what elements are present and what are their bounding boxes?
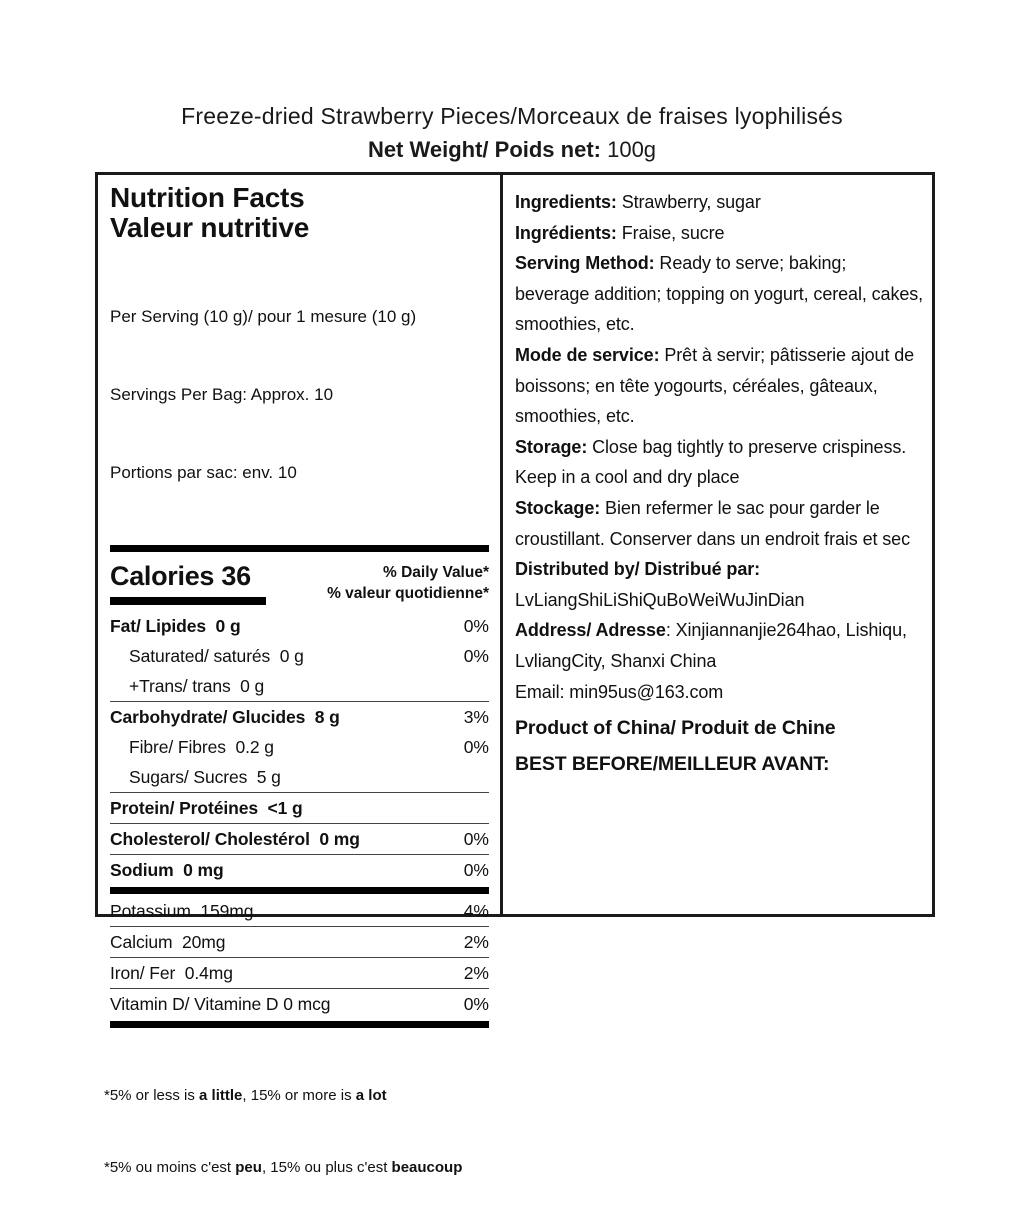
info-block-ingredients-fr xyxy=(515,218,924,249)
info-label: Distributed by/ Distribué par: xyxy=(515,559,761,580)
info-label: Serving Method: xyxy=(515,253,655,274)
info-text: Strawberry, sugar xyxy=(616,192,761,212)
calories-group xyxy=(110,561,266,605)
daily-value-footnote xyxy=(104,1036,489,1228)
info-label: Product of China/ Produit de Chine xyxy=(515,717,836,740)
serving-line: Servings Per Bag: Approx. 10 xyxy=(110,385,334,405)
nutrition-facts-panel xyxy=(98,175,503,1177)
calories-value: Calories 36 xyxy=(110,561,251,592)
info-block-mode-de-service xyxy=(515,340,924,432)
info-text: : Xinjiannanjie264hao, Lishiqu, LvliangCity, Shanxi China xyxy=(515,620,912,671)
info-label: BEST BEFORE/MEILLEUR AVANT: xyxy=(515,753,830,776)
daily-value-fr: % valeur quotidienne* xyxy=(327,585,489,603)
calories-block xyxy=(110,561,489,605)
divider-thick xyxy=(110,887,489,894)
nutrient-label: Potassium 159mg xyxy=(110,900,254,921)
nutrient-label: Sodium 0 mg xyxy=(110,859,224,880)
nutrient-percent: 0% xyxy=(463,993,489,1014)
info-block-distributed-by xyxy=(515,554,924,585)
nutrient-table xyxy=(110,611,489,1028)
nutrient-row-protein xyxy=(110,793,489,823)
nutrient-label: +Trans/ trans 0 g xyxy=(129,675,265,696)
nutrient-row-cholesterol xyxy=(110,824,489,854)
info-text: Email: min95us@163.com xyxy=(515,681,724,702)
info-block-ingredients-en xyxy=(515,187,924,218)
footnote-emphasis: a little xyxy=(199,1087,243,1105)
info-block-distributor-name xyxy=(515,585,924,616)
nutrient-row-trans xyxy=(110,671,489,701)
info-block-product-of-china xyxy=(515,713,924,743)
footnote-fr xyxy=(104,1156,489,1180)
info-label: Ingrédients: xyxy=(515,222,617,243)
header xyxy=(0,103,1024,163)
info-block-email xyxy=(515,677,924,708)
net-weight-value: 100g xyxy=(600,137,657,162)
net-weight-label: Net Weight/ Poids net: xyxy=(367,137,601,162)
nutrient-row-vitamin-d xyxy=(110,989,489,1019)
info-text: Prêt à servir; pâtisserie ajout de boissons; en tête yogourts, céréales, gâteaux, smoothies, etc. xyxy=(515,344,919,427)
nutrient-row-fat xyxy=(110,611,489,641)
nutrient-row-saturated xyxy=(110,641,489,671)
nutrient-percent: 0% xyxy=(463,859,489,880)
nutrient-label: Saturated/ saturés 0 g xyxy=(129,645,304,666)
daily-value-en: % Daily Value* xyxy=(383,564,489,582)
info-label: Mode de service: xyxy=(515,344,660,365)
footnote-text: , 15% or more is xyxy=(242,1087,356,1105)
footnote-emphasis: peu xyxy=(235,1159,262,1177)
serving-line: Portions par sac: env. 10 xyxy=(110,463,297,483)
nutrient-percent: 2% xyxy=(463,931,489,952)
nutrient-row-carbohydrate xyxy=(110,702,489,732)
nutrient-row-potassium xyxy=(110,896,489,926)
footnote-emphasis: beaucoup xyxy=(391,1159,463,1177)
nutrient-percent: 0% xyxy=(463,736,489,757)
footnote-text: *5% or less is xyxy=(104,1087,200,1105)
nutrient-percent: 2% xyxy=(463,962,489,983)
serving-info xyxy=(110,252,489,538)
product-title: Freeze-dried Strawberry Pieces/Morceaux de fraises lyophilisés xyxy=(181,103,843,129)
info-text: Close bag tightly to preserve crispiness. Keep in a cool and dry place xyxy=(515,436,912,488)
footnote-text: , 15% ou plus c'est xyxy=(261,1159,392,1177)
nutrient-label: Fibre/ Fibres 0.2 g xyxy=(129,736,274,757)
label-box xyxy=(95,172,935,1177)
nutrient-label: Iron/ Fer 0.4mg xyxy=(110,962,233,983)
net-weight-line xyxy=(0,137,1024,163)
nutrient-percent: 0% xyxy=(463,615,489,636)
nutrient-label: Vitamin D/ Vitamine D 0 mcg xyxy=(110,993,331,1014)
footnote-en xyxy=(104,1084,489,1108)
footnote-text: *5% ou moins c'est xyxy=(104,1159,236,1177)
nutrient-percent: 4% xyxy=(463,900,489,921)
footnote-emphasis: a lot xyxy=(355,1087,387,1105)
info-label: Stockage: xyxy=(515,497,601,518)
nutrient-row-sodium xyxy=(110,855,489,885)
nutrient-label: Fat/ Lipides 0 g xyxy=(110,615,241,636)
divider-thick xyxy=(110,545,489,552)
nutrient-percent: 0% xyxy=(463,645,489,666)
info-text: Ready to serve; baking; beverage addition; topping on yogurt, cereal, cakes, smoothies, etc. xyxy=(515,253,928,335)
info-block-address xyxy=(515,615,924,676)
nutrient-label: Sugars/ Sucres 5 g xyxy=(129,766,281,787)
nutrient-row-calcium xyxy=(110,927,489,957)
daily-value-heading xyxy=(327,561,489,605)
nutrition-facts-heading-en: Nutrition Facts xyxy=(110,182,305,213)
info-block-storage xyxy=(515,432,924,493)
info-block-stockage xyxy=(515,493,924,554)
info-block-best-before xyxy=(515,749,924,779)
nutrient-row-iron xyxy=(110,958,489,988)
info-block-serving-method xyxy=(515,248,928,340)
nutrient-percent: 3% xyxy=(463,706,489,727)
nutrition-facts-heading-fr: Valeur nutritive xyxy=(110,212,310,244)
nutrient-row-fibre xyxy=(110,732,489,762)
nutrient-percent: 0% xyxy=(463,828,489,849)
info-text: Bien refermer le sac pour garder le croustillant. Conserver dans un endroit frais et sec xyxy=(515,497,910,549)
info-label: Address/ Adresse xyxy=(515,620,666,641)
info-text: Fraise, sucre xyxy=(616,222,725,243)
info-text: LvLiangShiLiShiQuBoWeiWuJinDian xyxy=(515,589,805,610)
info-label: Ingredients: xyxy=(515,192,617,212)
calories-underline xyxy=(110,597,266,605)
nutrient-label: Carbohydrate/ Glucides 8 g xyxy=(110,706,340,727)
info-label: Storage: xyxy=(515,436,588,457)
nutrient-row-sugars xyxy=(110,762,489,792)
nutrient-label: Cholesterol/ Cholestérol 0 mg xyxy=(110,828,360,849)
serving-line: Per Serving (10 g)/ pour 1 mesure (10 g) xyxy=(110,307,417,327)
nutrient-label: Calcium 20mg xyxy=(110,931,226,952)
nutrient-label: Protein/ Protéines <1 g xyxy=(110,797,303,818)
product-info-panel xyxy=(503,175,932,914)
divider-thick xyxy=(110,1021,489,1028)
